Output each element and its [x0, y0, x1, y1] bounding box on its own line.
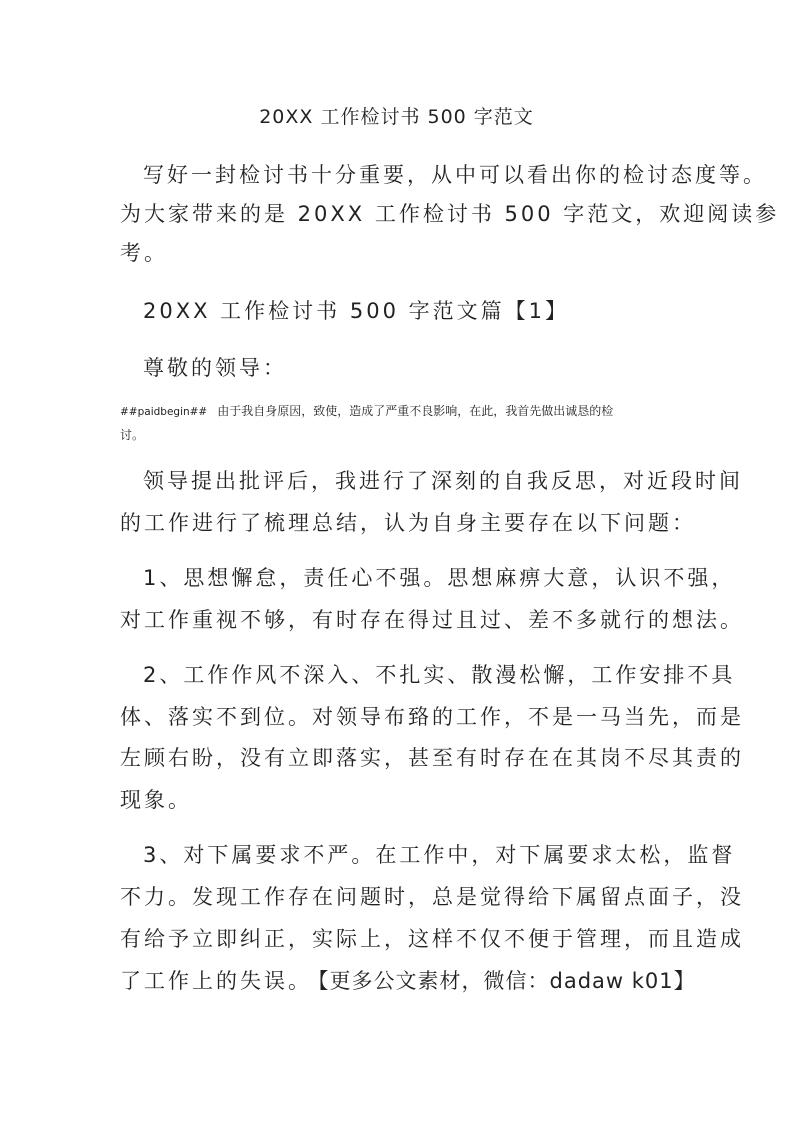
item-3-line-2: 不力。发现工作存在问题时，总是觉得给下属留点面子，没: [120, 885, 744, 909]
intro-line-2: 为大家带来的是 20XX 工作检讨书 500 字范文，欢迎阅读参: [120, 202, 780, 226]
item-3-line-4-text: 了工作上的失误。: [120, 969, 312, 993]
marker-note-text: 由于我自身原因，致使，造成了严重不良影响，在此，我首先做出诚恳的检: [217, 404, 614, 418]
salutation: 尊敬的领导：: [143, 356, 287, 380]
item-2-line-1: 2、工作作风不深入、不扎实、散漫松懈，工作安排不具: [143, 663, 736, 687]
intro-line-1: 写好一封检讨书十分重要，从中可以看出你的检讨态度等。: [143, 163, 767, 187]
item-1-line-2: 对工作重视不够，有时存在得过且过、差不多就行的想法。: [120, 608, 744, 632]
marker-note-line-2: 讨。: [120, 428, 145, 442]
document-title: 20XX 工作检讨书 500 字范文: [259, 106, 534, 128]
item-2-line-2: 体、落实不到位。对领导布臵的工作，不是一马当先，而是: [120, 705, 744, 729]
item-2-line-4: 现象。: [120, 788, 192, 812]
reflection-line-2: 的工作进行了梳理总结，认为自身主要存在以下问题：: [120, 511, 696, 535]
marker-note-line-1: [120, 402, 613, 421]
intro-line-3: 考。: [120, 241, 168, 265]
item-3-line-3: 有给予立即纠正，实际上，这样不仅不便于管理，而且造成: [120, 927, 744, 951]
paid-marker: ##paidbegin##: [120, 406, 208, 418]
item-3-line-1: 3、对下属要求不严。在工作中，对下属要求太松，监督: [143, 843, 736, 867]
wechat-note: 【更多公文素材，微信：dadaw k01】: [318, 969, 696, 993]
reflection-line-1: 领导提出批评后，我进行了深刻的自我反思，对近段时间: [143, 469, 743, 493]
item-1-line-1: 1、思想懈怠，责任心不强。思想麻痹大意，认识不强，: [143, 566, 736, 590]
item-2-line-3: 左顾右盼，没有立即落实，甚至有时存在在其岗不尽其责的: [120, 746, 744, 770]
section-heading: 20XX 工作检讨书 500 字范文篇【1】: [143, 299, 569, 323]
item-3-line-4: [120, 966, 696, 996]
